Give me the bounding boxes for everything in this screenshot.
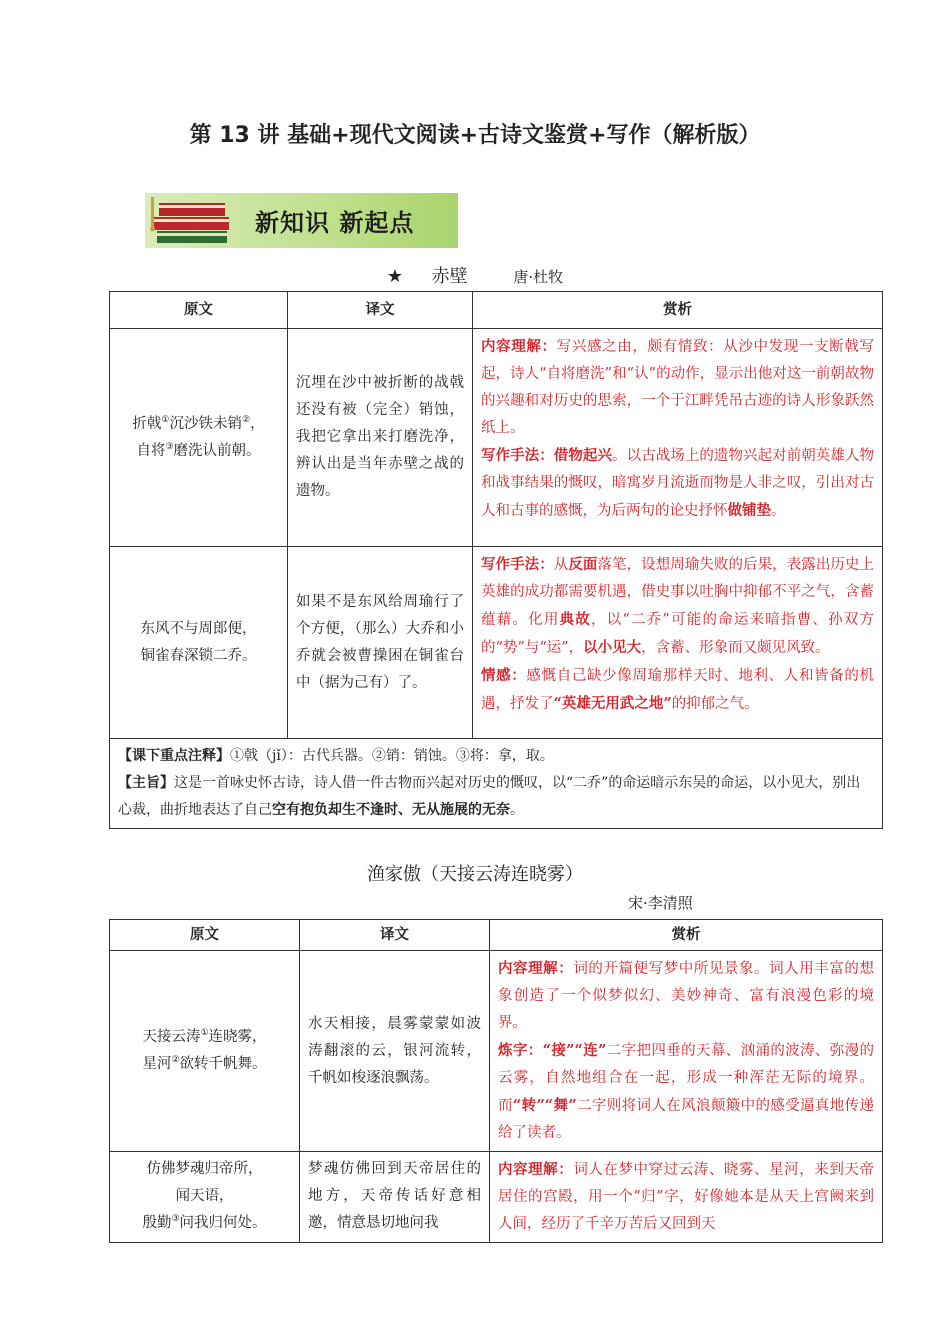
poem1-title: 赤壁 bbox=[431, 266, 468, 287]
table-row bbox=[110, 1152, 883, 1243]
banner-text: 新知识 新起点 bbox=[255, 209, 415, 237]
header-translation: 译文 bbox=[300, 920, 490, 951]
page-title: 第 13 讲 基础+现代文阅读+古诗文鉴赏+写作（解析版） bbox=[189, 123, 761, 148]
poem1-heading bbox=[0, 262, 950, 288]
translation-text: 沉埋在沙中被折断的战戟还没有被（完全）销蚀，我把它拿出来打磨洗净，辨认出是当年赤壁之战的遗物。 bbox=[288, 329, 473, 547]
books-icon bbox=[149, 195, 249, 247]
notes-row bbox=[110, 739, 883, 829]
header-original: 原文 bbox=[110, 292, 288, 329]
analysis-text: 写作手法：从反面落笔，设想周瑜失败的后果，表露出历史上英雄的成功都需要机遇，借史事以吐胸中抑郁不平之气，含蓄蕴藉。化用典故，以“二乔”可能的命运来暗指曹、孙双方的“势”与“运”，以小见大，含蓄、形象而又颇见风致。 情感：感慨自己缺少像周瑜那样天时、地利、人和皆备的机遇，抒发了“英雄无用武之地”的抑郁之气。 bbox=[473, 547, 883, 739]
original-text: 天接云涛①连晓雾， 星河②欲转千帆舞。 bbox=[110, 951, 300, 1152]
original-text: 折戟①沉沙铁未销②， 自将③磨洗认前朝。 bbox=[110, 329, 288, 547]
analysis-text: 内容理解：写兴感之由，颇有情致：从沙中发现一支断戟写起，诗人“自将磨洗”和“认”的动作，显示出他对这一前朝故物的兴趣和对历史的思索，一个于江畔凭吊古迹的诗人形象跃然纸上。 写作手法：借物起兴。以古战场上的遗物兴起对前朝英雄人物和战事结果的慨叹，暗寓岁月流逝而物是人非之叹，引出对古人和古事的感慨，为后两句的论史抒怀做铺垫。 bbox=[473, 329, 883, 547]
header-original: 原文 bbox=[110, 920, 300, 951]
original-text: 仿佛梦魂归帝所， 闻天语， 殷勤③问我归何处。 bbox=[110, 1152, 300, 1243]
translation-text: 梦魂仿佛回到天帝居住的地方，天帝传话好意相邀，情意恳切地问我 bbox=[300, 1152, 490, 1243]
poem2-author: 宋·李清照 bbox=[628, 894, 693, 912]
poem2-table bbox=[109, 919, 883, 1243]
header-analysis: 赏析 bbox=[490, 920, 883, 951]
table-row bbox=[110, 547, 883, 739]
header-translation: 译文 bbox=[288, 292, 473, 329]
table-row bbox=[110, 329, 883, 547]
analysis-text: 内容理解：词的开篇便写梦中所见景象。词人用丰富的想象创造了一个似梦似幻、美妙神奇、富有浪漫色彩的境界。 炼字：“接”“连”二字把四垂的天幕、汹涌的波涛、弥漫的云雾，自然地组合在一起，形成一种浑茫无际的境界。而“转”“舞”二字则将词人在风浪颠簸中的感受逼真地传递给了读者。 bbox=[490, 951, 883, 1152]
translation-text: 如果不是东风给周瑜行了个方便，（那么）大乔和小乔就会被曹操困在铜雀台中（据为己有）了。 bbox=[288, 547, 473, 739]
poem2-title: 渔家傲（天接云涛连晓雾） bbox=[367, 864, 583, 885]
notes-cell: 【课下重点注释】①戟（jǐ）：古代兵器。②销：销蚀。③将：拿，取。 【主旨】这是一首咏史怀古诗，诗人借一件古物而兴起对历史的慨叹，以“二乔”的命运暗示东吴的命运，以小见大，别出心裁，曲折地表达了自己空有抱负却生不逢时、无从施展的无奈。 bbox=[110, 739, 883, 829]
section-banner bbox=[145, 193, 458, 248]
original-text: 东风不与周郎便， 铜雀春深锁二乔。 bbox=[110, 547, 288, 739]
poem1-author: 唐·杜牧 bbox=[513, 268, 564, 286]
poem1-table bbox=[109, 291, 883, 829]
analysis-text: 内容理解：词人在梦中穿过云涛、晓雾、星河，来到天帝居住的宫殿，用一个“归”字，好像她本是从天上宫阙来到人间，经历了千辛万苦后又回到天 bbox=[490, 1152, 883, 1243]
star-icon: ★ bbox=[386, 266, 403, 287]
header-analysis: 赏析 bbox=[473, 292, 883, 329]
table-row bbox=[110, 951, 883, 1152]
translation-text: 水天相接，晨雾蒙蒙如波涛翻滚的云，银河流转，千帆如梭逐浪飘荡。 bbox=[300, 951, 490, 1152]
